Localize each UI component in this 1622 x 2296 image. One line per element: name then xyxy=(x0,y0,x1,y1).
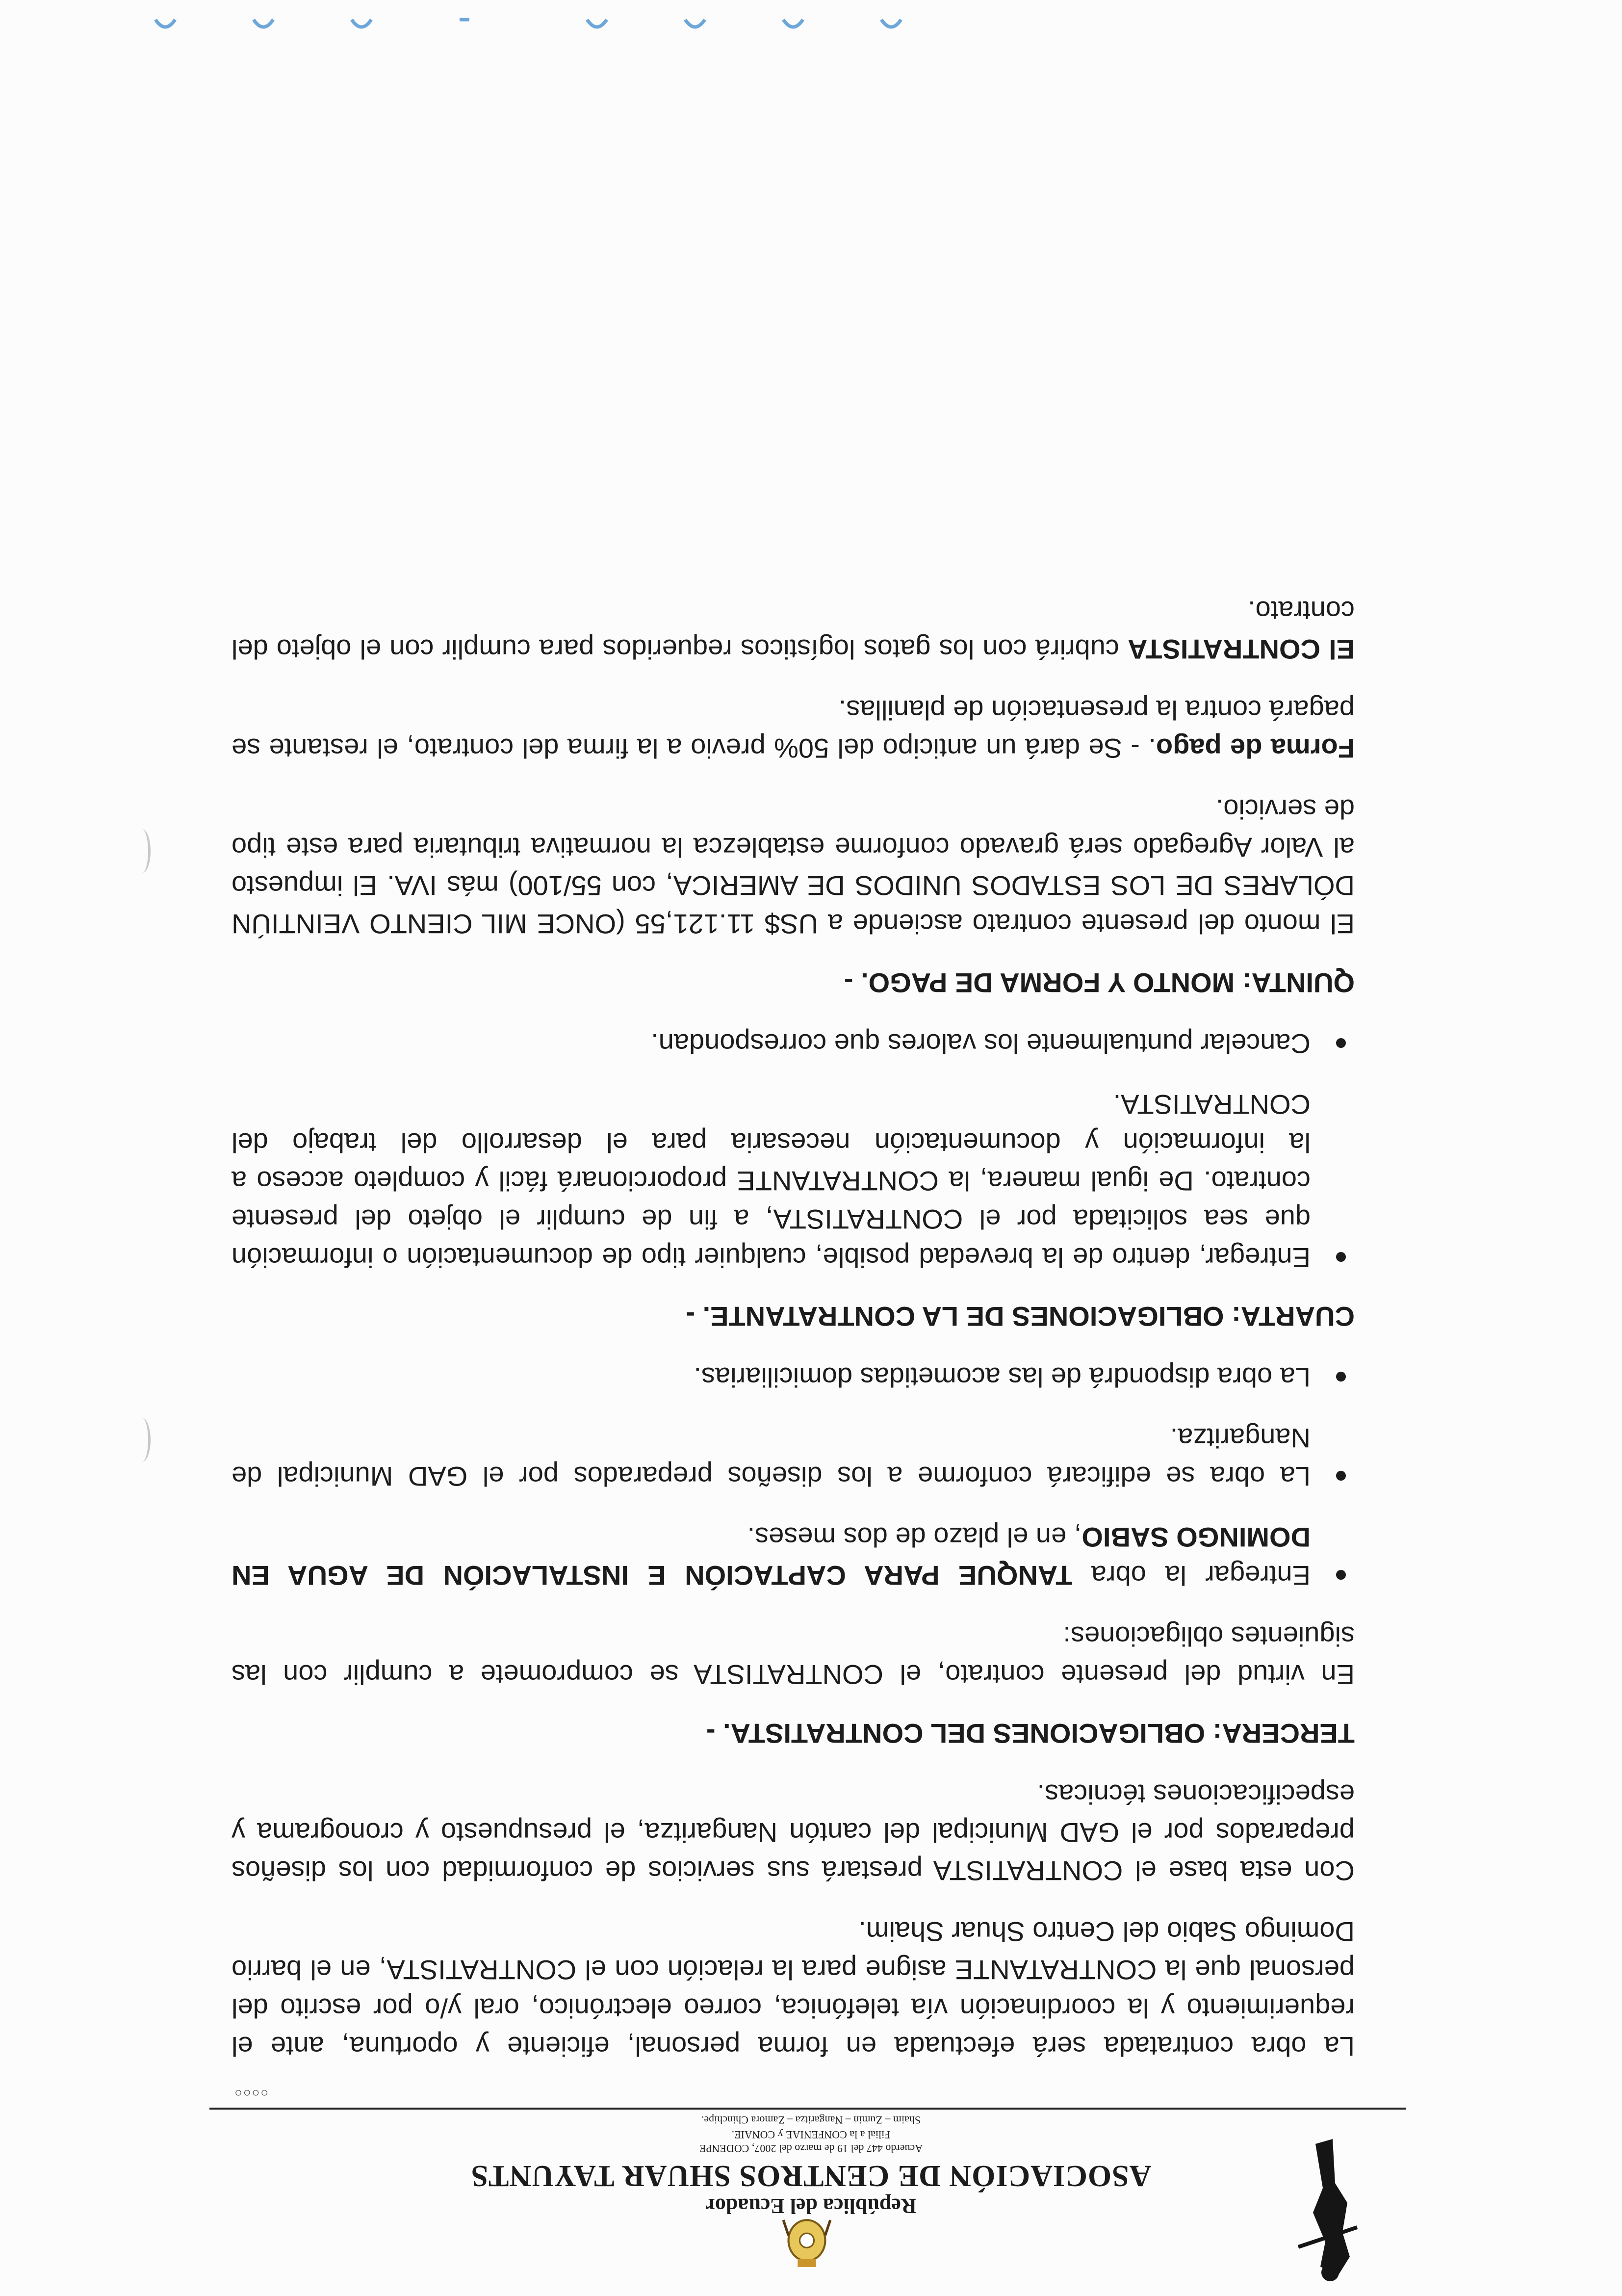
scan-mark xyxy=(133,1418,151,1462)
bullet-icon xyxy=(1336,1471,1346,1481)
list-item xyxy=(232,1518,1355,1594)
clause-tercera-intro: En virtud del presente contrato, el CONTRATISTA se compromete a cumplir con las siguientes obligaciones: xyxy=(232,1621,1355,1690)
logistics-paragraph xyxy=(232,592,1355,668)
contractor-label: El CONTRATISTA xyxy=(1128,634,1355,665)
bullet-icon xyxy=(1336,1038,1346,1048)
country-name: República del Ecuador xyxy=(705,2194,917,2218)
obligation-text-pre: Entregar la obra xyxy=(1072,1560,1311,1591)
list-item xyxy=(232,1358,1355,1396)
tercera-obligations-list xyxy=(232,1358,1355,1594)
bullet-icon xyxy=(1336,1570,1346,1580)
coat-of-arms-icon xyxy=(781,2215,832,2271)
organization-name: ASOCIACIÓN DE CENTROS SHUAR TAYUNTS xyxy=(470,2159,1152,2192)
list-item xyxy=(232,1419,1355,1495)
clause-quinta-heading: QUINTA: MONTO Y FORMA DE PAGO. - xyxy=(844,967,1355,998)
scan-edge-marks xyxy=(28,10,911,39)
list-item xyxy=(232,1085,1355,1277)
obligation-text-post: , en el plazo de dos meses. xyxy=(747,1522,1082,1553)
project-name: TANQUE PARA CAPTACIÓN E INSTALACIÓN DE AGUA EN DOMINGO SABIO xyxy=(232,1522,1311,1591)
payment-paragraph xyxy=(232,691,1355,767)
obligation-text: La obra se edificará conforme a los diseños preparados por el GAD Municipal de Nangaritza. xyxy=(232,1423,1311,1492)
obligation-text: La obra dispondrá de las acometidas domiciliarias. xyxy=(694,1362,1311,1393)
obligation-text: Cancelar puntualmente los valores que correspondan. xyxy=(651,1028,1311,1059)
obligation-text: Entregar, dentro de la brevedad posible, cualquier tipo de documentación o información que sea solicitada por el CONTRATISTA, a fin de cumplir el objeto del presente contrato. De igual manera, la CONTRATANTE proporcionará fácil y completo acceso a la información y documentación necesaria para el desarrollo del trabajo del CONTRATISTA. xyxy=(232,1089,1311,1273)
logistics-text: cubrirá con los gatos logísticos requeridos para cumplir con el objeto del contrato. xyxy=(231,596,1355,665)
payment-label: Forma de pago xyxy=(1156,733,1355,764)
payment-text: . - Se dará un anticipo del 50% previo a la firma del contrato, el restante se pagará contra la presentación de planillas. xyxy=(232,695,1355,764)
list-item xyxy=(232,1024,1355,1063)
contract-body xyxy=(232,569,1355,2065)
agreement-line: Acuerdo 447 del 19 de marzo del 2007, CODENPE xyxy=(699,2142,923,2155)
base-paragraph: Con esta base el CONTRATISTA prestará sus servicios de conformidad con los diseños preparados por el GAD Municipal del cantón Nangaritza, el presupuesto y cronograma y especificaciones técnicas. xyxy=(232,1779,1355,1886)
scan-mark xyxy=(133,829,151,873)
letterhead xyxy=(0,2041,1622,2296)
location-line: Shaim – Zumin – Nangaritza – Zamora Chinchipe. xyxy=(701,2114,921,2126)
amount-paragraph: El monto del presente contrato asciende a US$ 11.121,55 (ONCE MIL CIENTO VEINTIÚN DÓLARES DE LOS ESTADOS UNIDOS DE AMERICA, con 55/100) más IVA. El impuesto al Valor Agregado será gravado conforme establezca la normativa tributaria para este tipo de servicio. xyxy=(232,794,1355,939)
affiliation-line: Filial a la CONFENIAE y CONAIE. xyxy=(731,2129,891,2141)
warrior-figure-icon xyxy=(1293,2134,1367,2286)
intro-paragraph: La obra contratada será efectuada en forma personal, eficiente y oportuna, ante el requerimiento y la coordinación vía telefónica, correo electrónico, oral y/o por escrito del personal que la CONTRATANTE asigne para la relación con el CONTRATISTA, en el barrio Domingo Sabio del Centro Shuar Shaim. xyxy=(232,1916,1355,2062)
bullet-icon xyxy=(1336,1372,1346,1382)
bullet-icon xyxy=(1336,1252,1346,1262)
clause-tercera-heading: TERCERA: OBLIGACIONES DEL CONTRATISTA. - xyxy=(706,1718,1355,1749)
cuarta-obligations-list xyxy=(232,1024,1355,1277)
ornament-dots: ○○○○ xyxy=(233,2086,268,2101)
header-divider xyxy=(209,2108,1406,2110)
clause-cuarta-heading: CUARTA: OBLIGACIONES DE LA CONTRATANTE. - xyxy=(686,1301,1355,1332)
